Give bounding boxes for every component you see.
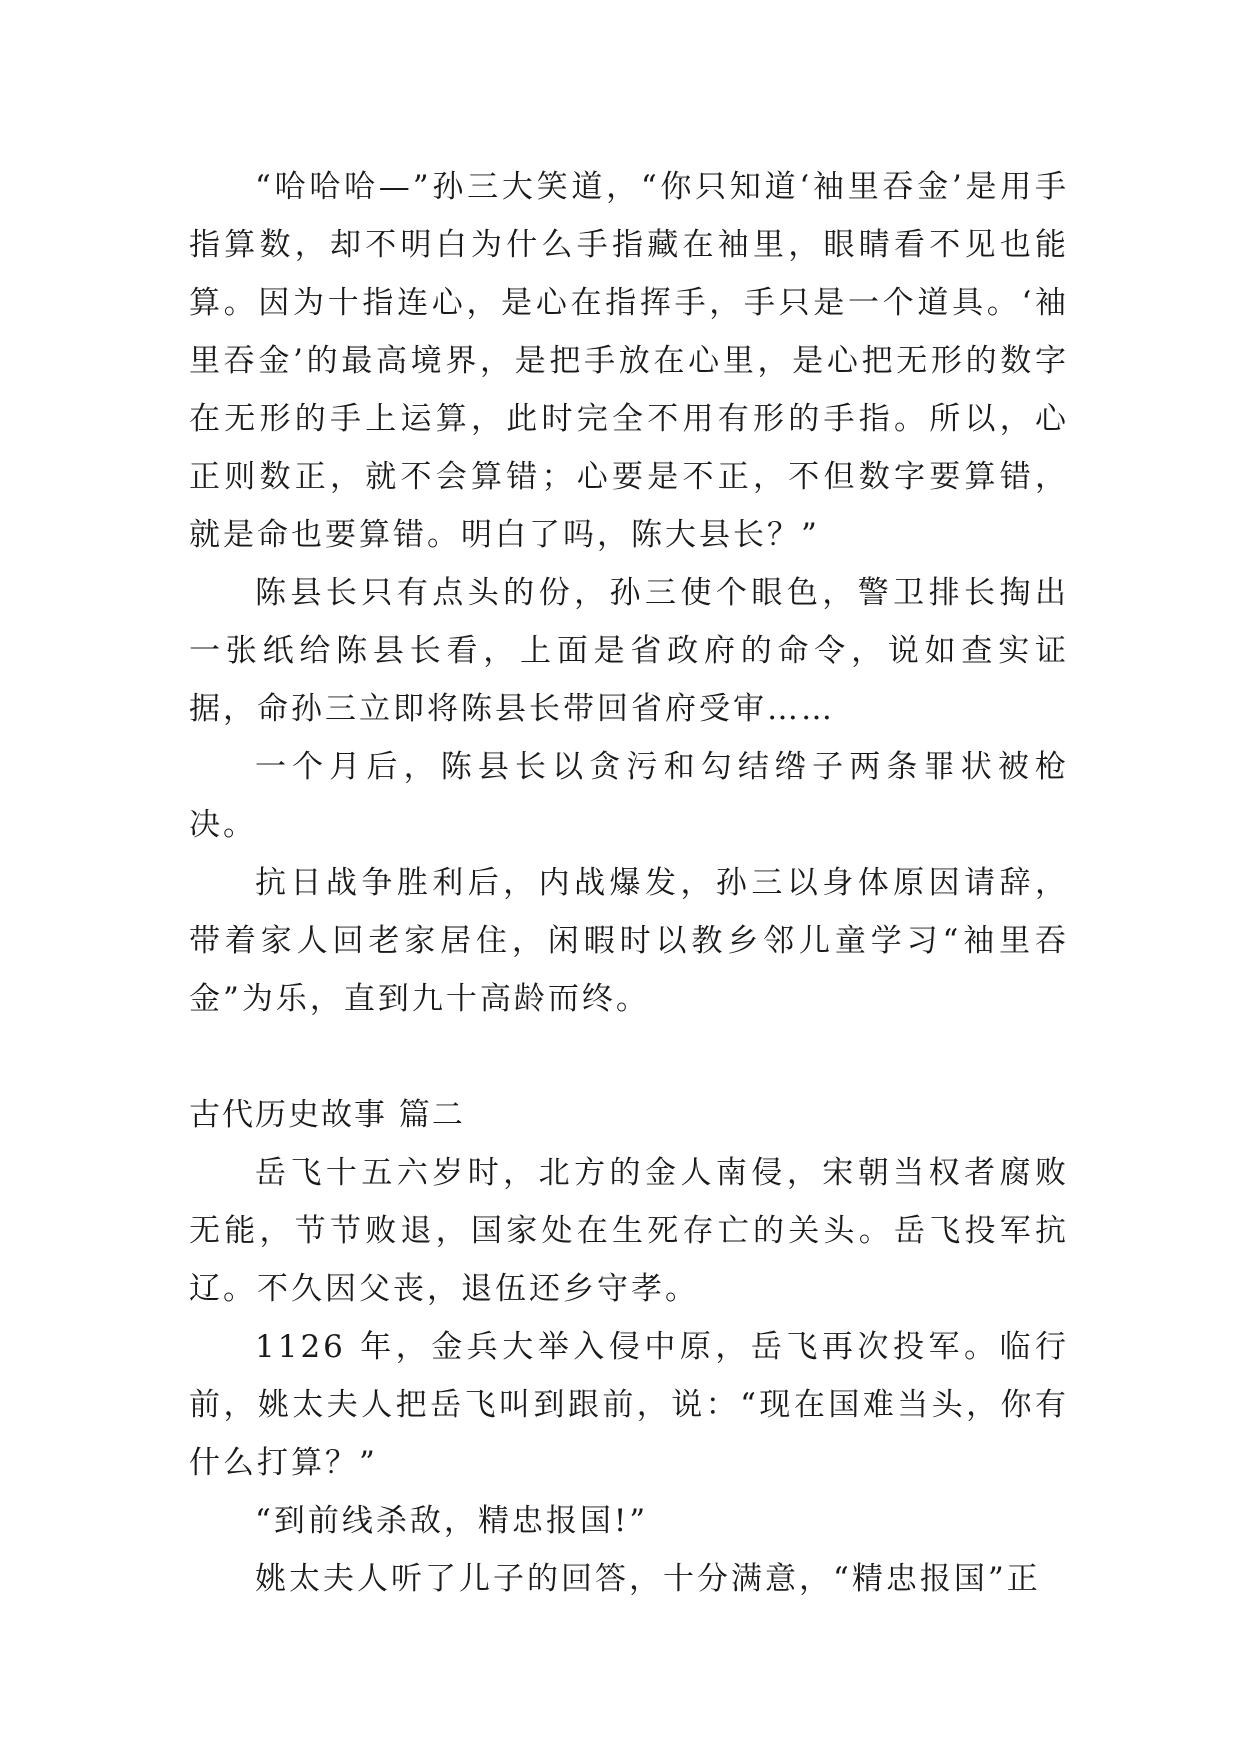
paragraph-execution: 一个月后，陈县长以贪污和勾结绺子两条罪状被枪决。 [189, 749, 1069, 843]
document-body [189, 158, 1069, 1608]
paragraph-reply: “到前线杀敌，精忠报国!” [255, 1503, 649, 1539]
paragraph-sun-san-speech: “哈哈哈—”孙三大笑道，“你只知道‘袖里吞金’是用手指算数，却不明白为什么手指藏在袖里，眼睛看不见也能算。因为十指连心，是心在指挥手，手只是一个道具。‘袖里吞金’的最高境界，是把手放在心里，是心把无形的数字在无形的手上运算，此时完全不用有形的手指。所以，心正则数正，就不会算错；心要是不正，不但数字要算错，就是命也要算错。明白了吗，陈大县长？” [189, 169, 1069, 553]
paragraph-county-magistrate-nod: 陈县长只有点头的份，孙三使个眼色，警卫排长掏出一张纸给陈县长看，上面是省政府的命令，说如查实证据，命孙三立即将陈县长带回省府受审…… [189, 575, 1069, 727]
paragraph-retirement: 抗日战争胜利后，内战爆发，孙三以身体原因请辞，带着家人回老家居住，闲暇时以教乡邻儿童学习“袖里吞金”为乐，直到九十高龄而终。 [189, 865, 1069, 1017]
section-heading: 古代历史故事 篇二 [189, 1097, 465, 1133]
paragraph-yue-fei-youth: 岳飞十五六岁时，北方的金人南侵，宋朝当权者腐败无能，节节败退，国家处在生死存亡的关头。岳飞投军抗辽。不久因父丧，退伍还乡守孝。 [189, 1155, 1069, 1307]
paragraph-1126-enlist: 1126 年，金兵大举入侵中原，岳飞再次投军。临行前，姚太夫人把岳飞叫到跟前，说：“现在国难当头，你有什么打算？” [189, 1329, 1069, 1481]
paragraph-mother-satisfied: 姚太夫人听了儿子的回答，十分满意，“精忠报国”正 [255, 1561, 1041, 1597]
